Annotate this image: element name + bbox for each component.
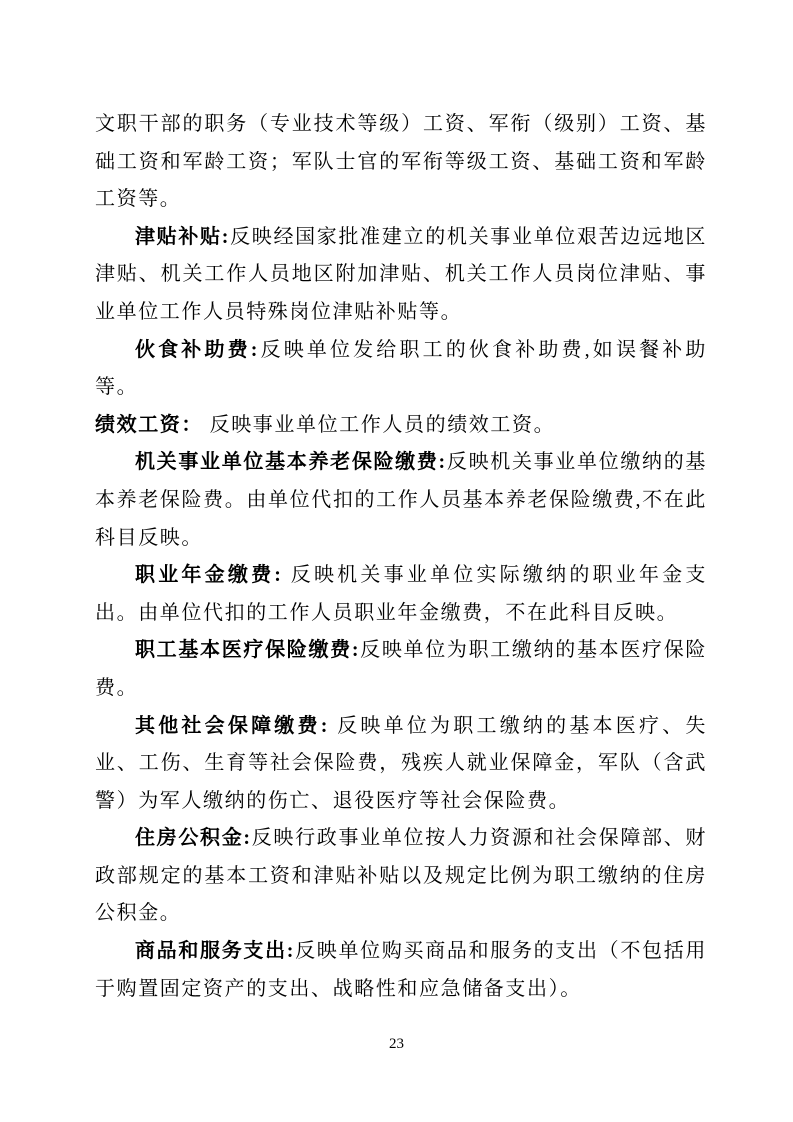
- term-label: 住房公积金:: [135, 827, 252, 850]
- paragraph: [95, 820, 707, 933]
- term-label: 其他社会保障缴费:: [135, 714, 329, 737]
- paragraph-text: 反映事业单位工作人员的绩效工资。: [203, 413, 556, 436]
- term-label: 机关事业单位基本养老保险缴费:: [135, 451, 447, 474]
- paragraph-text: 反映机关事业单位实际缴纳的职业年金支出。由单位代扣的工作人员职业年金缴费，不在此科目反映。: [95, 564, 707, 624]
- paragraph-text: 反映单位为职工缴纳的基本医疗保险费。: [95, 639, 707, 699]
- paragraph: [95, 106, 707, 219]
- term-label: 绩效工资：: [95, 413, 203, 436]
- paragraph-text: 反映单位为职工缴纳的基本医疗、失业、工伤、生育等社会保险费，残疾人就业保障金，军队（含武警）为军人缴纳的伤亡、退役医疗等社会保险费。: [95, 714, 708, 812]
- paragraph: [95, 933, 707, 1008]
- paragraph-text: 反映经国家批准建立的机关事业单位艰苦边远地区津贴、机关工作人员地区附加津贴、机关工作人员岗位津贴、事业单位工作人员特殊岗位津贴补贴等。: [95, 225, 707, 323]
- paragraph-text: 文职干部的职务（专业技术等级）工资、军衔（级别）工资、基础工资和军龄工资；军队士官的军衔等级工资、基础工资和军龄工资等。: [95, 113, 707, 211]
- paragraph-text: 反映机关事业单位缴纳的基本养老保险费。由单位代扣的工作人员基本养老保险缴费,不在此科目反映。: [95, 451, 707, 549]
- paragraph: [95, 444, 707, 557]
- term-label: 商品和服务支出:: [135, 940, 296, 963]
- document-body: [95, 106, 707, 1008]
- paragraph-text: 反映单位发给职工的伙食补助费,如误餐补助等。: [95, 338, 708, 399]
- paragraph: [95, 632, 707, 707]
- paragraph: [95, 407, 707, 445]
- paragraph: [95, 219, 707, 332]
- term-label: 伙食补助费:: [135, 338, 260, 361]
- paragraph-text: 反映单位购买商品和服务的支出（不包括用于购置固定资产的支出、战略性和应急储备支出）。: [95, 940, 707, 1000]
- term-label: 职业年金缴费:: [135, 564, 283, 587]
- term-label: 津贴补贴:: [135, 225, 230, 248]
- paragraph: [95, 708, 707, 821]
- term-label: 职工基本医疗保险缴费:: [135, 639, 361, 662]
- paragraph-text: 反映行政事业单位按人力资源和社会保障部、财政部规定的基本工资和津贴补贴以及规定比例为职工缴纳的住房公积金。: [95, 827, 707, 925]
- paragraph: [95, 332, 707, 407]
- page-number: 23: [389, 1036, 404, 1052]
- paragraph: [95, 557, 707, 632]
